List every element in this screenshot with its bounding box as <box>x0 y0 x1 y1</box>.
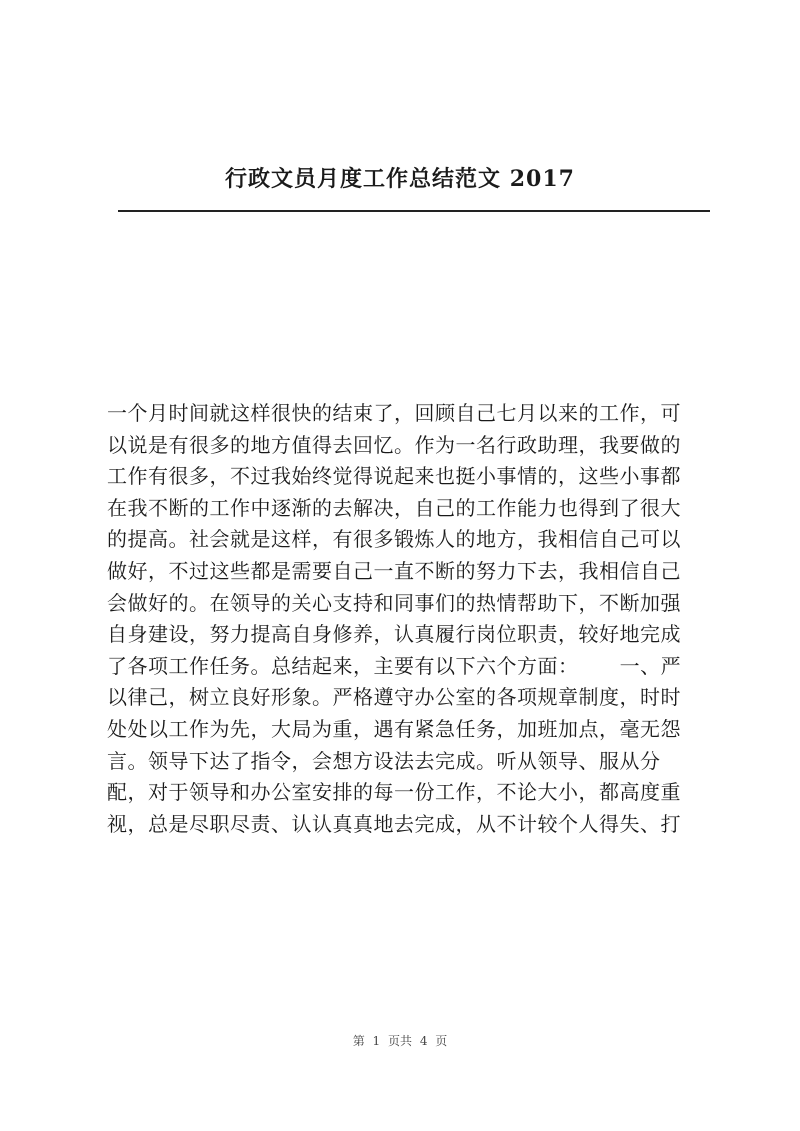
title-underline <box>118 210 710 212</box>
body-line: 在我不断的工作中逐渐的去解决，自己的工作能力也得到了很大 <box>107 495 681 520</box>
body-line: 配，对于领导和办公室安排的每一份工作，不论大小，都高度重 <box>107 780 681 805</box>
body-line: 的提高。社会就是这样，有很多锻炼人的地方，我相信自己可以 <box>107 527 681 552</box>
body-line: 会做好的。在领导的关心支持和同事们的热情帮助下，不断加强 <box>107 590 681 615</box>
body-line: 一个月时间就这样很快的结束了，回顾自己七月以来的工作，可 <box>107 401 681 425</box>
body-line: 了各项工作任务。总结起来，主要有以下六个方面： 一、严 <box>107 653 682 678</box>
page-number-footer: 第 1 页共 4 页 <box>352 1034 448 1048</box>
body-text <box>107 398 707 988</box>
body-line: 做好，不过这些都是需要自己一直不断的努力下去，我相信自己 <box>107 558 681 583</box>
document-title: 行政文员月度工作总结范文 2017 <box>225 166 575 192</box>
body-line: 自身建设，努力提高自身修养，认真履行岗位职责，较好地完成 <box>107 622 681 647</box>
body-line: 言。领导下达了指令，会想方设法去完成。听从领导、服从分 <box>107 748 661 773</box>
body-line: 视，总是尽职尽责、认认真真地去完成，从不计较个人得失、打 <box>107 811 681 836</box>
body-line: 工作有很多，不过我始终觉得说起来也挺小事情的，这些小事都 <box>107 464 681 489</box>
body-line: 以说是有很多的地方值得去回忆。作为一名行政助理，我要做的 <box>107 432 681 457</box>
body-line: 处处以工作为先，大局为重，遇有紧急任务，加班加点，毫无怨 <box>107 716 681 741</box>
body-line: 以律己，树立良好形象。严格遵守办公室的各项规章制度，时时 <box>107 685 681 710</box>
